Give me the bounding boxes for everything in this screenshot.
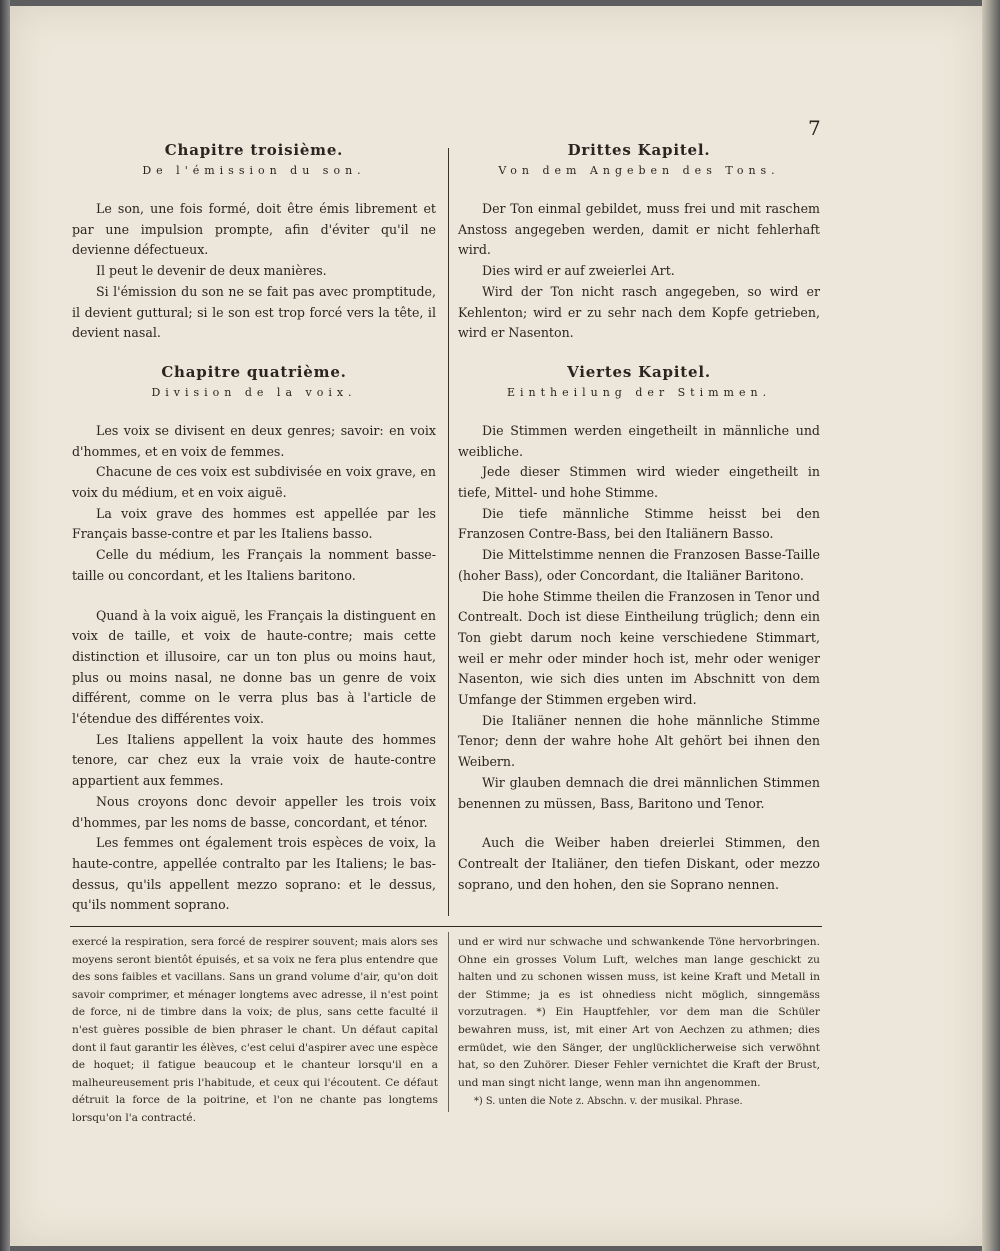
column-divider <box>448 148 449 916</box>
paragraph: La voix grave des hommes est appellée par les Français basse-contre et par les Italiens basso. <box>72 505 436 542</box>
chapter-4-subtitle-de: Eintheilung der Stimmen. <box>506 385 772 399</box>
paragraph: Il peut le devenir de deux manières. <box>96 263 327 279</box>
paragraph: Celle du médium, les Français la nomment basse-taille ou concordant, et les Italiens baritono. <box>72 547 436 583</box>
footnote: *) S. unten die Note z. Abschn. v. der musikal. Phrase. <box>474 1096 743 1108</box>
paragraph: Le son, une fois formé, doit être émis librement et par une impulsion prompte, afin d'éviter qu'il ne devienne défectueux. <box>72 201 436 258</box>
paragraph: Dies wird er auf zweierlei Art. <box>482 263 675 279</box>
chapter-4-body-fr <box>72 421 436 587</box>
note-de <box>458 934 820 1109</box>
chapter-4-body-de-2 <box>458 833 820 895</box>
chapter-3-title-fr: Chapitre troisième. <box>164 141 344 159</box>
chapter-4-subtitle-fr: Division de la voix. <box>151 385 357 399</box>
paragraph: Die Italiäner nennen die hohe männliche Stimme Tenor; denn der wahre hohe Alt gehört bei ihnen den Weibern. <box>458 712 820 770</box>
chapter-3-subtitle-de: Von dem Angeben des Tons. <box>498 164 780 177</box>
paragraph: Nous croyons donc devoir appeller les trois voix d'hommes, par les noms de basse, concordant, et ténor. <box>72 793 436 830</box>
paragraph: Der Ton einmal gebildet, muss frei und mit raschem Anstoss angegeben werden, damit er nicht fehlerhaft wird. <box>458 201 820 258</box>
paragraph: Auch die Weiber haben dreierlei Stimmen, den Contrealt der Italiäner, den tiefen Diskant, oder mezzo soprano, und den hohen, den sie Soprano nennen. <box>458 835 820 892</box>
paragraph: Les Italiens appellent la voix haute des hommes tenore, car chez eux la vraie voix de haute-contre appartient aux femmes. <box>72 731 436 789</box>
paragraph: Les femmes ont également trois espèces de voix, la haute-contre, appellée contralto par les Italiens; le bas-dessus, qu'ils appellent mezzo soprano: et le dessus, qu'ils nomment soprano. <box>72 835 436 913</box>
paragraph: Die Mittelstimme nennen die Franzosen Basse-Taille (hoher Bass), oder Concordant, die Italiäner Baritono. <box>458 547 820 583</box>
paragraph: Quand à la voix aiguë, les Français la distinguent en voix de taille, et voix de haute-contre; mais cette distinction et illusoire, car un ton plus ou moins haut, plus ou moins nasal, ne donne bas un genre de voix différent, comme on le verra plus bas à l'article de l'étendue des différentes voix. <box>72 607 436 727</box>
chapter-3-subtitle-fr: De l'émission du son. <box>142 164 366 177</box>
note-text-de: und er wird nur schwache und schwankende Töne hervorbringen. Ohne ein grosses Volum Luft, welches man lange geschickt zu halten und zu schonen wissen muss, ist keine Kraft und Metall in der Stimme; ja es ist ohnediess nicht möglich, sinngemäss vorzutragen. *) Ein Hauptfehler, vor dem man die Schüler bewahren muss, ist, mit einer Art von Aechzen zu athmen; dies ermüdet, wie den Sänger, der unglücklicherweise sich verwöhnt hat, so den Zuhörer. Dieser Fehler vernichtet die Kraft der Brust, und man singt nicht lange, wenn man ihn angenommen. <box>458 936 820 1089</box>
note-text-fr: exercé la respiration, sera forcé de respirer souvent; mais alors ses moyens seront bientôt épuisés, et sa voix ne fera plus entendre que des sons faibles et vacillans. Sans un grand volume d'air, qu'on doit savoir comprimer, et ménager longtems avec adresse, il n'est point de force, ni de timbre dans la voix; de plus, sans cette faculté il n'est guères possible de bien phraser le chant. Un défaut capital dont il faut garantir les élèves, c'est celui d'aspirer avec une espèce de hoquet; il fatigue beaucoup et le chanteur lorsqu'il en a malheureusement pris l'habitude, et ceux qui l'écoutent. Ce défaut détruit la force de la poitrine, et l'on ne chante pas longtems lorsqu'on l'a contracté. <box>72 936 438 1124</box>
chapter-3-body-fr <box>72 199 436 344</box>
german-column <box>458 140 820 895</box>
paragraph: Chacune de ces voix est subdivisée en voix grave, en voix du médium, et en voix aiguë. <box>72 464 436 501</box>
chapter-3-body-de <box>458 199 820 344</box>
chapter-4-body-fr-2 <box>72 606 436 917</box>
chapter-4-title-de: Viertes Kapitel. <box>567 362 711 381</box>
page-edge <box>982 0 1000 1251</box>
paragraph: Wir glauben demnach die drei männlichen Stimmen benennen zu müssen, Bass, Baritono und Tenor. <box>458 774 820 811</box>
notes-column-divider <box>448 932 449 1112</box>
paragraph: Wird der Ton nicht rasch angegeben, so wird er Kehlenton; wird er zu sehr nach dem Kopfe getrieben, wird er Nasenton. <box>458 283 820 341</box>
paragraph: Die Stimmen werden eingetheilt in männliche und weibliche. <box>458 422 820 459</box>
paragraph: Les voix se divisent en deux genres; savoir: en voix d'hommes, et en voix de femmes. <box>72 422 436 459</box>
paragraph: Jede dieser Stimmen wird wieder eingetheilt in tiefe, Mittel- und hohe Stimme. <box>458 464 820 501</box>
page-number: 7 <box>808 116 821 140</box>
paragraph: Die hohe Stimme theilen die Franzosen in Tenor und Contrealt. Doch ist diese Eintheilung trüglich; denn ein Ton giebt darum noch keine verschiedene Stimmart, weil er mehr oder minder hoch ist, mehr oder weniger Nasenton, wie sich dies unten im Abschnitt von dem Umfange der Stimmen ergeben wird. <box>458 588 820 708</box>
footnote-rule <box>70 926 822 927</box>
french-column <box>72 140 436 916</box>
chapter-4-body-de <box>458 421 820 814</box>
book-binding-edge <box>0 0 10 1251</box>
paragraph: Die tiefe männliche Stimme heisst bei den Franzosen Contre-Bass, bei den Italiänern Basso. <box>458 505 820 542</box>
chapter-3-title-de: Drittes Kapitel. <box>567 141 711 159</box>
note-fr <box>72 934 438 1128</box>
chapter-4-title-fr: Chapitre quatrième. <box>161 362 347 381</box>
paragraph: Si l'émission du son ne se fait pas avec promptitude, il devient guttural; si le son est trop forcé vers la tête, il devient nasal. <box>72 283 436 341</box>
